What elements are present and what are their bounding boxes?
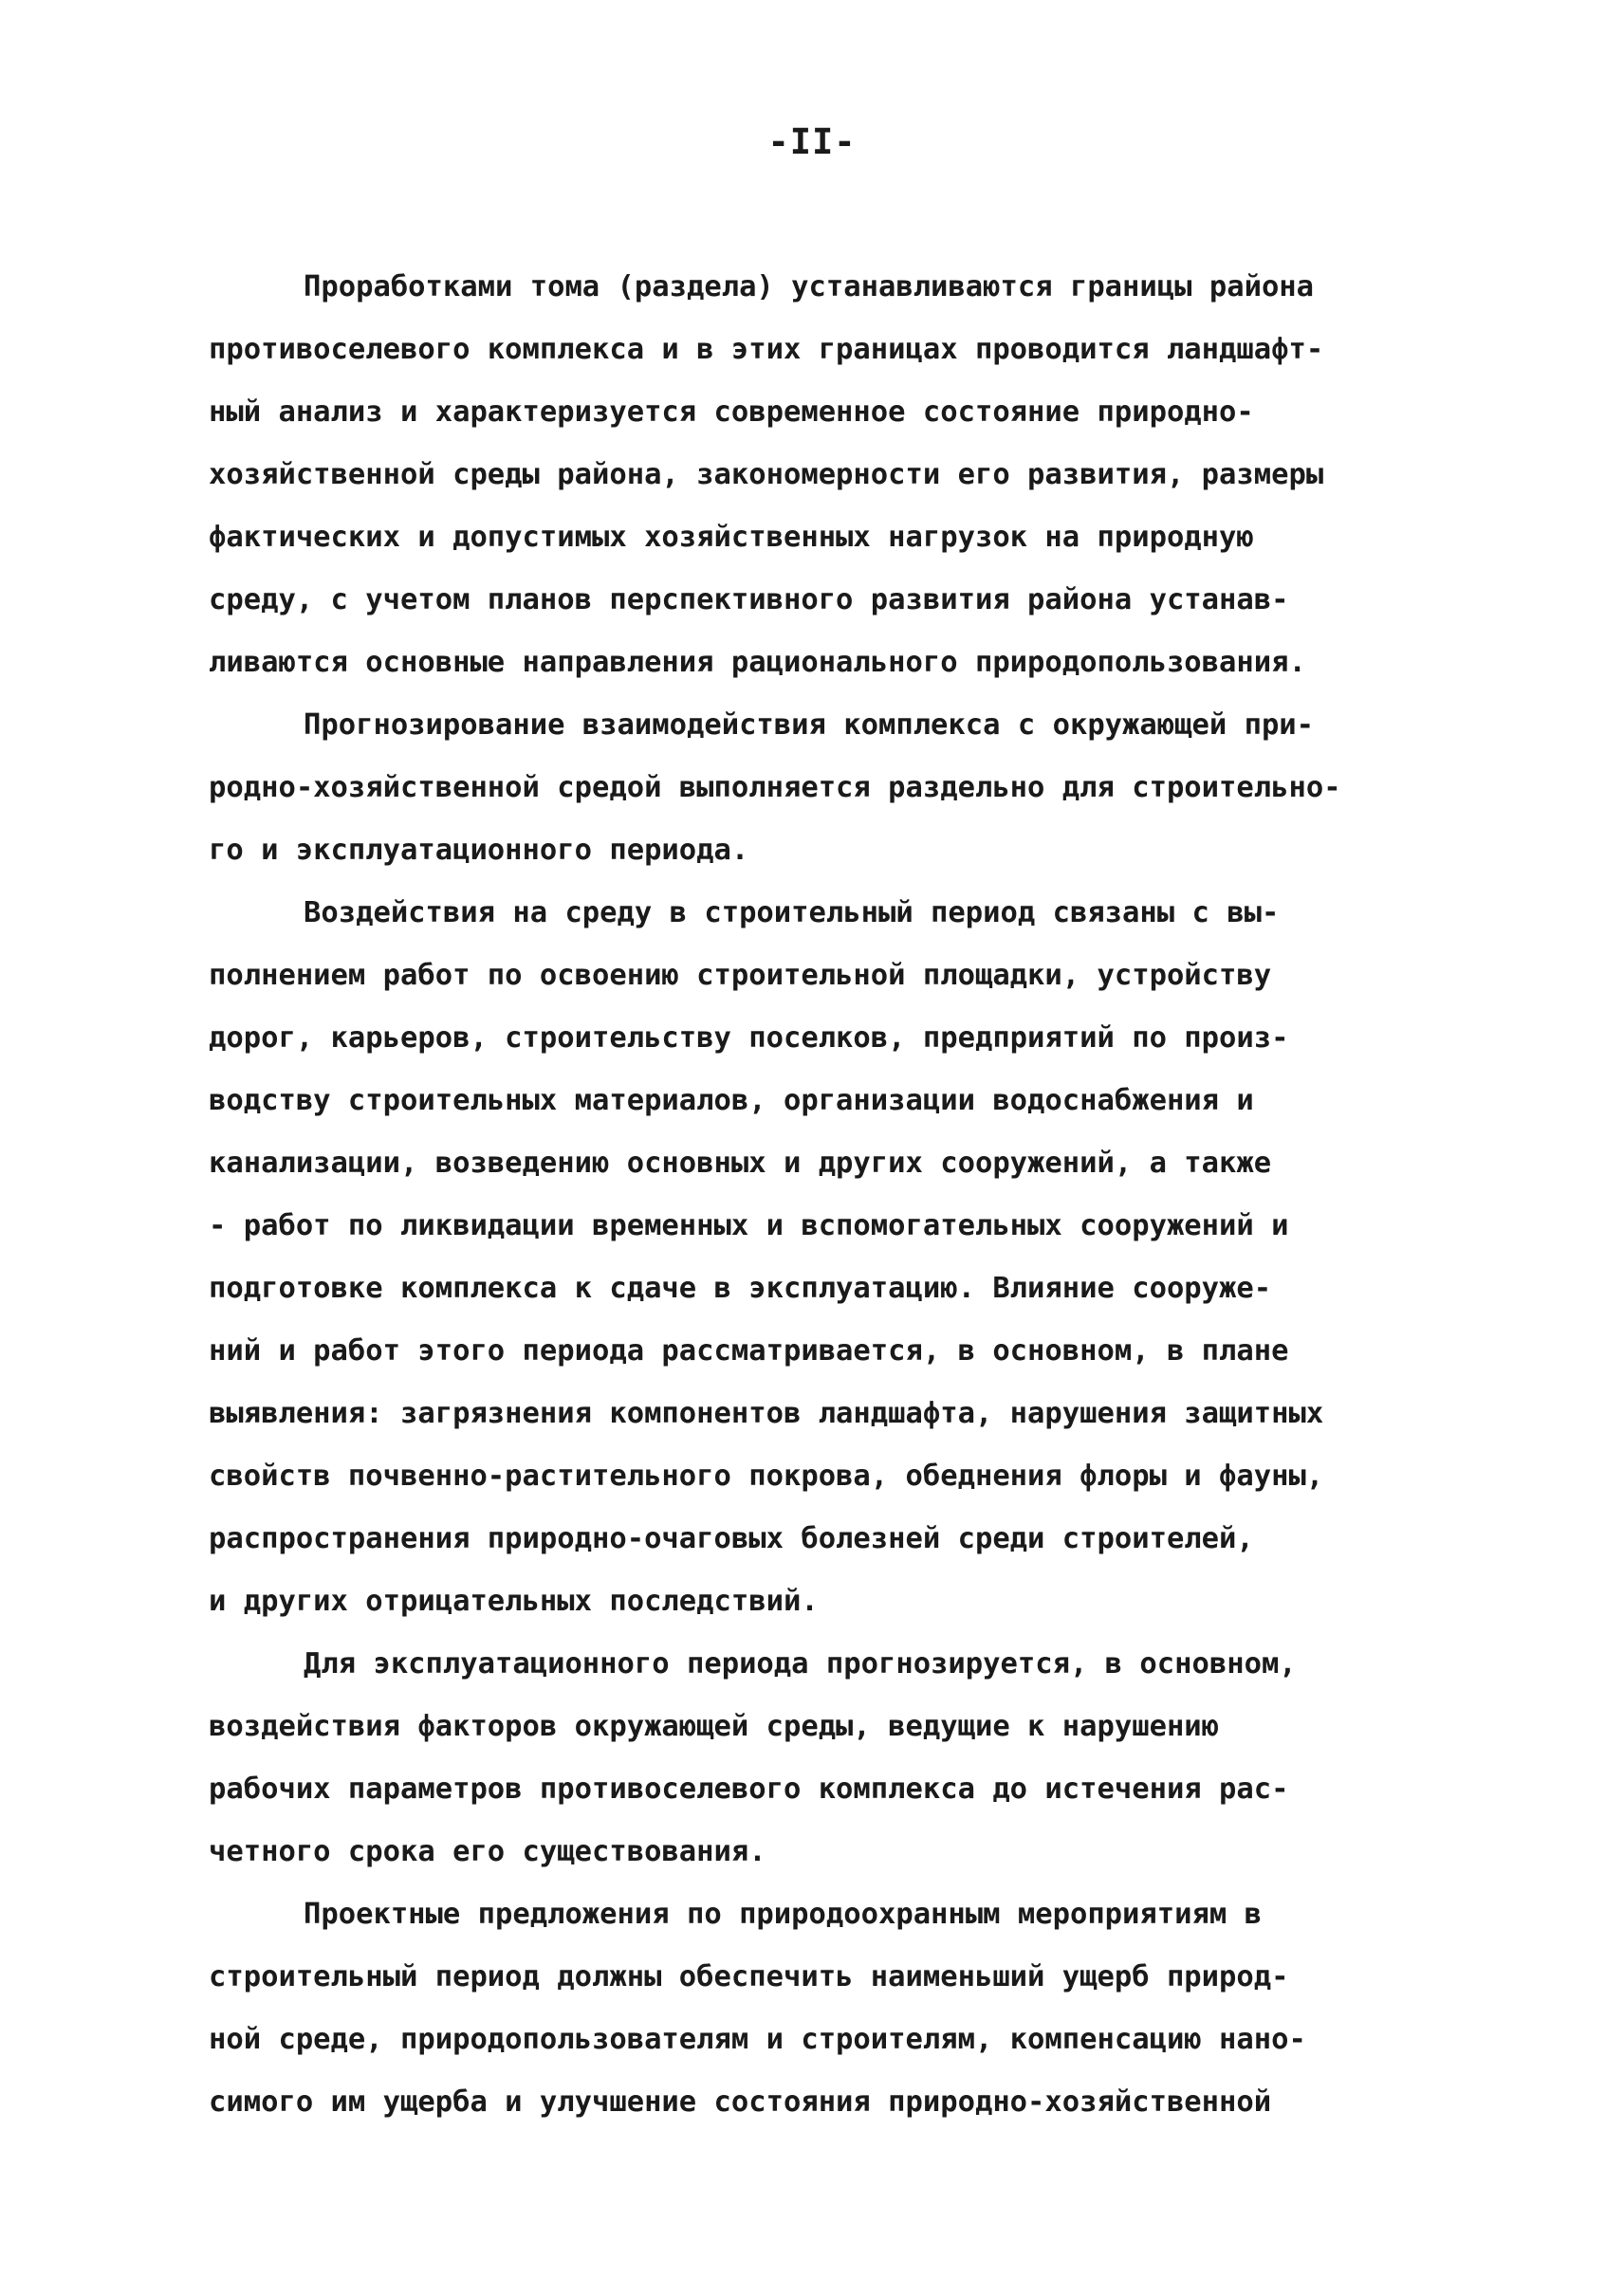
paragraph-1-line: среду, с учетом планов перспективного развития района устанав-	[209, 583, 1289, 616]
paragraph-3-line: водству строительных материалов, организации водоснабжения и	[209, 1084, 1254, 1117]
paragraph-1-line: фактических и допустимых хозяйственных нагрузок на природную	[209, 521, 1254, 554]
paragraph-3-line: ний и работ этого периода рассматривается, в основном, в плане	[209, 1334, 1289, 1368]
paragraph-1-line: хозяйственной среды района, закономерности его развития, размеры	[209, 458, 1324, 491]
paragraph-2-line: Прогнозирование взаимодействия комплекса с окружающей при-	[304, 708, 1315, 742]
paragraph-1-line: противоселевого комплекса и в этих границах проводится ландшафт-	[209, 333, 1324, 366]
body-text	[209, 256, 1480, 2134]
paragraph-4-line: Для эксплуатационного периода прогнозируется, в основном,	[304, 1647, 1297, 1681]
paragraph-5-line: Проектные предложения по природоохранным мероприятиям в	[304, 1898, 1262, 1931]
paragraph-1-line: Проработками тома (раздела) устанавливаются границы района	[304, 270, 1315, 303]
paragraph-5-line: строительный период должны обеспечить наименьший ущерб природ-	[209, 1960, 1289, 1993]
paragraph-3-line: свойств почвенно-растительного покрова, обеднения флоры и фауны,	[209, 1460, 1324, 1493]
page-number: -II-	[767, 121, 857, 162]
paragraph-3-line: полнением работ по освоению строительной площадки, устройству	[209, 959, 1272, 992]
paragraph-4-line: четного срока его существования.	[209, 1835, 766, 1868]
paragraph-3-line: выявления: загрязнения компонентов ландшафта, нарушения защитных	[209, 1397, 1324, 1430]
paragraph-2-line: родно-хозяйственной средой выполняется раздельно для строительно-	[209, 771, 1341, 804]
paragraph-4-line: воздействия факторов окружающей среды, ведущие к нарушению	[209, 1710, 1220, 1743]
paragraph-5-line: симого им ущерба и улучшение состояния природно-хозяйственной	[209, 2085, 1272, 2119]
paragraph-3-line: Воздействия на среду в строительный период связаны с вы-	[304, 896, 1280, 929]
paragraph-2-line: го и эксплуатационного периода.	[209, 834, 749, 867]
paragraph-1-line: ливаются основные направления рационального природопользования.	[209, 646, 1306, 679]
paragraph-3-line: и других отрицательных последствий.	[209, 1585, 819, 1618]
paragraph-3-line: - работ по ликвидации временных и вспомогательных сооружений и	[209, 1209, 1289, 1242]
paragraph-3-line: дорог, карьеров, строительству поселков, предприятий по произ-	[209, 1021, 1289, 1055]
paragraph-3-line: канализации, возведению основных и других сооружений, а также	[209, 1147, 1272, 1180]
paragraph-1-line: ный анализ и характеризуется современное состояние природно-	[209, 395, 1254, 429]
paragraph-3-line: распространения природно-очаговых болезней среди строителей,	[209, 1522, 1254, 1555]
paragraph-5-line: ной среде, природопользователям и строителям, компенсацию нано-	[209, 2023, 1306, 2056]
paragraph-3-line: подготовке комплекса к сдаче в эксплуатацию. Влияние сооруже-	[209, 1272, 1272, 1305]
paragraph-4-line: рабочих параметров противоселевого комплекса до истечения рас-	[209, 1773, 1289, 1806]
